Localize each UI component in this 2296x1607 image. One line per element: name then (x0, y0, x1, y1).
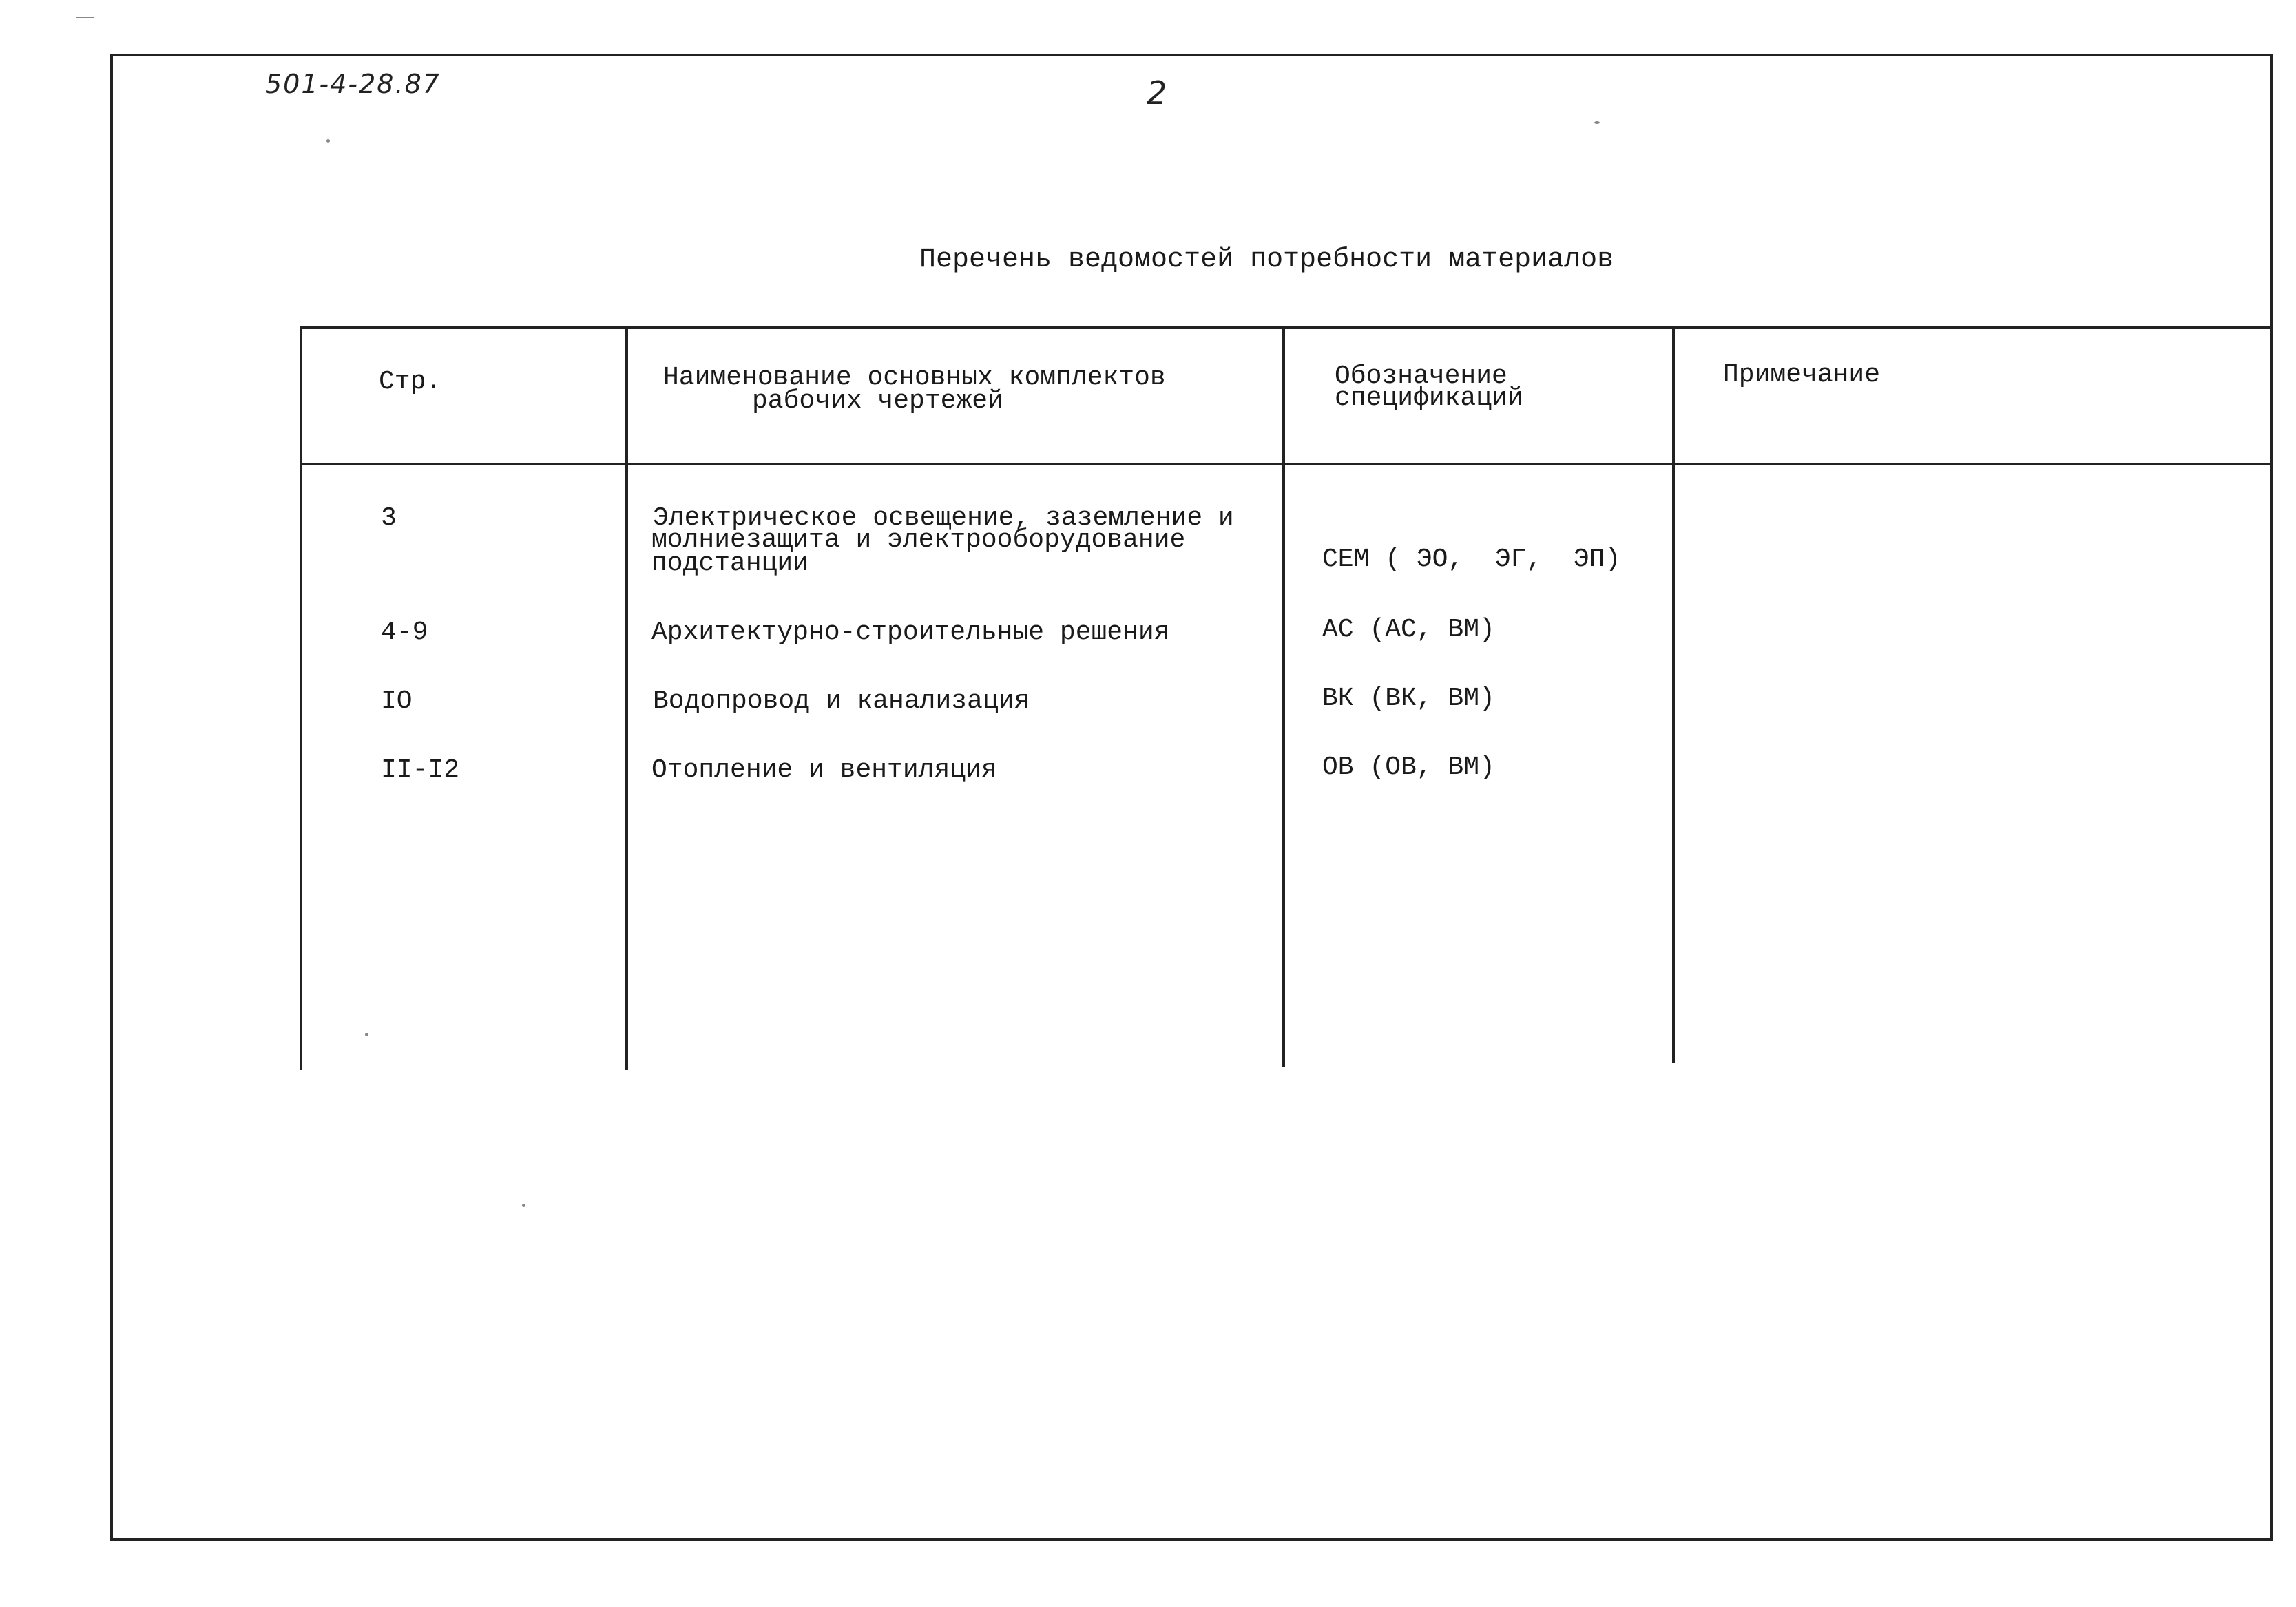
scan-speck (365, 1033, 368, 1036)
column-divider-3 (1672, 326, 1675, 1063)
row-1-name-line1: Электрическое освещение, заземление и (653, 503, 1234, 533)
row-2-name: Архитектурно-строительные решения (651, 618, 1170, 647)
row-3-name: Водопровод и канализация (653, 686, 1030, 716)
column-divider-2 (1282, 326, 1285, 1067)
page-title: Перечень ведомостей потребности материалов (919, 244, 1614, 275)
row-1-designation: СЕМ ( ЭО, ЭГ, ЭП) (1322, 545, 1621, 574)
header-designation-line2: спецификаций (1335, 384, 1523, 413)
row-1-name-line2: молниезащита и электрооборудование (651, 525, 1186, 555)
row-2-page: 4-9 (381, 618, 428, 647)
row-2-designation: АС (АС, ВМ) (1322, 615, 1495, 644)
header-note: Примечание (1723, 360, 1881, 390)
corner-mark (76, 17, 94, 18)
drawing-frame (110, 54, 2273, 1541)
header-bottom-border (300, 463, 2273, 465)
row-4-designation: ОВ (ОВ, ВМ) (1322, 753, 1495, 782)
scan-speck (326, 139, 330, 143)
header-name-line2: рабочих чертежей (752, 386, 1003, 416)
row-4-name: Отопление и вентиляция (651, 755, 997, 785)
table-left-border (300, 326, 302, 1070)
row-4-page: II-I2 (381, 755, 460, 785)
header-name-line1: Наименование основных комплектов (663, 363, 1166, 392)
column-divider-1 (625, 326, 628, 1070)
table-top-border (300, 326, 2273, 329)
row-1-name-line3: подстанции (651, 549, 809, 578)
header-designation-line1: Обозначение (1335, 361, 1507, 391)
row-3-page: IO (381, 686, 413, 716)
scan-speck (1594, 121, 1600, 124)
page-number: 2 (1147, 74, 1167, 112)
row-3-designation: ВК (ВК, ВМ) (1322, 684, 1495, 713)
scan-speck (522, 1204, 525, 1207)
row-1-page: 3 (381, 503, 397, 533)
header-page: Стр. (379, 367, 442, 397)
document-code: 501-4-28.87 (265, 69, 441, 99)
